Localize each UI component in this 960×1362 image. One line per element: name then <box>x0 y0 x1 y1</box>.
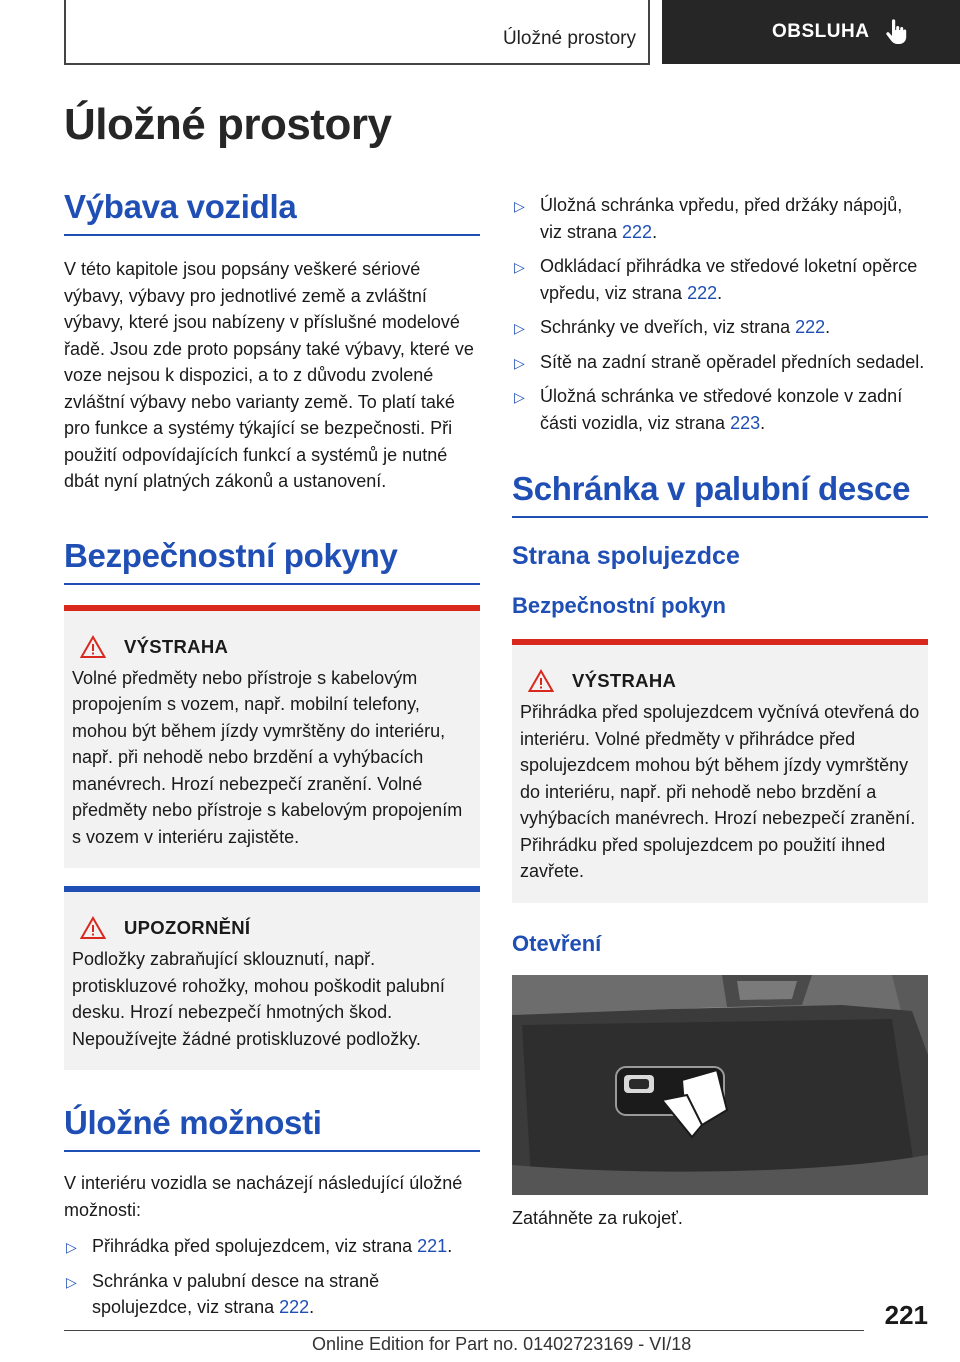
notice-triangle-icon <box>80 916 106 940</box>
heading-vybava-vozidla: Výbava vozidla <box>64 188 480 236</box>
bullet-triangle-icon: ▷ <box>514 389 525 405</box>
header-rule-bottom <box>64 63 650 65</box>
header-rule-mid <box>648 0 650 64</box>
list-item: ▷ Sítě na zadní straně opěradel předních sedadel. <box>512 349 928 376</box>
warning-triangle-icon <box>528 669 554 693</box>
page-link[interactable]: 222 <box>687 282 718 303</box>
intro-paragraph: V této kapitole jsou popsány veškeré sériové výbavy, výbavy pro jednotlivé země a zvláštní výbavy, které jsou nabízeny v příslušné modelové řadě. Jsou zde proto popsány také výbavy, které ve voze nejsou k dispozici, a to z důvodu zvolené zvláštní výbavy nebo varianty země. To platí také pro funkce a systémy týkající se bezpečnosti. Při použití odpovídajících funkcí a systémů je nutné dbát nyní platných zákonů a ustanovení. <box>64 259 474 491</box>
notice-text: Podložky zabraňující sklouznutí, např. protiskluzové rohožky, mohou poškodit palubní desku. Hrozí nebezpečí hmotných škod. Nepoužívejte žádné protiskluzové podložky. <box>72 949 445 1049</box>
heading-schranka-v-palubni-desce: Schránka v palubní desce <box>512 470 928 518</box>
chapter-tab-label: OBSLUHA <box>772 21 870 42</box>
bullet-triangle-icon: ▷ <box>66 1273 77 1290</box>
footer-rule <box>64 1330 864 1331</box>
list-item: ▷ Přihrádka před spolujezdcem, viz strana 221. <box>64 1233 480 1260</box>
page-link[interactable]: 222 <box>279 1297 310 1317</box>
page-link[interactable]: 222 <box>622 221 653 242</box>
warning-title: VÝSTRAHA <box>572 670 677 691</box>
heading-ulozne-moznosti: Úložné možnosti <box>64 1104 480 1152</box>
photo-caption: Zatáhněte za rukojeť. <box>512 1207 683 1228</box>
page-number: 221 <box>884 1300 928 1330</box>
page-link[interactable]: 221 <box>417 1236 448 1256</box>
heading-bezpecnostni-pokyn: Bezpečnostní pokyn <box>512 593 726 618</box>
storage-list-right <box>512 192 928 436</box>
warning-text: Přihrádka před spolujezdcem vyčnívá otevřená do interiéru. Volné předměty v přihrádce před spolujezdcem mohou být během jízdy vymrštěny do interiéru, např. při nehodě nebo brzdění a vyhýbacích manévrech. Hrozí nebezpečí zranění. Přihrádku před spolujezdcem po použití ihned zavřete. <box>520 702 920 881</box>
right-column <box>512 192 928 1231</box>
bullet-triangle-icon: ▷ <box>514 354 525 371</box>
heading-otevreni: Otevření <box>512 930 602 956</box>
notice-box <box>64 886 480 1070</box>
hand-pointer-icon <box>885 19 907 45</box>
notice-title: UPOZORNĚNÍ <box>124 917 251 938</box>
warning-box <box>64 605 480 869</box>
list-item: ▷ Odkládací přihrádka ve středové loketní opěrce vpředu, viz strana 222. <box>514 256 918 303</box>
bullet-triangle-icon: ▷ <box>66 1239 77 1255</box>
list-item: ▷ Schránky ve dveřích, viz strana 222. <box>512 314 928 341</box>
page-title: Úložné prostory <box>64 100 392 149</box>
bullet-triangle-icon: ▷ <box>514 259 525 275</box>
warning-text: Volné předměty nebo přístroje s kabelovým propojením s vozem, např. mobilní telefony, mohou být během jízdy vymrštěny do interiéru, např. při nehodě nebo brzdění a vyhýbacích manévrech. Hrozí nebezpečí zranění. Volné předměty nebo přístroje s kabelovým propojením s vozem v interiéru zajistěte. <box>72 667 463 847</box>
storage-list-left <box>64 1233 480 1321</box>
warning-triangle-icon <box>80 635 106 659</box>
storage-intro: V interiéru vozidla se nacházejí následující úložné možnosti: <box>64 1173 463 1220</box>
list-item: ▷ Úložná schránka ve středové konzole v zadní části vozidla, viz strana 223. <box>514 386 903 433</box>
page-link[interactable]: 222 <box>795 317 826 337</box>
left-column <box>64 188 480 1329</box>
header-chapter-tab[interactable] <box>662 0 960 64</box>
bullet-triangle-icon: ▷ <box>514 198 525 214</box>
page-link[interactable]: 223 <box>730 412 761 433</box>
header-section-title: Úložné prostory <box>502 28 636 49</box>
list-item: ▷ Schránka v palubní desce na straně spolujezdce, viz strana 222. <box>66 1270 380 1317</box>
bullet-triangle-icon: ▷ <box>514 320 525 336</box>
heading-strana-spolujezdce: Strana spolujezdce <box>512 542 740 570</box>
footer-edition: Online Edition for Part no. 01402723169 - VI/18 <box>312 1334 692 1354</box>
glovebox-handle-photo <box>512 975 928 1195</box>
warning-box-2 <box>512 639 928 903</box>
list-item: ▷ Úložná schránka vpředu, před držáky nápojů, viz strana 222. <box>514 195 903 242</box>
warning-title: VÝSTRAHA <box>124 635 229 657</box>
heading-bezpecnostni-pokyny: Bezpečnostní pokyny <box>64 537 480 585</box>
